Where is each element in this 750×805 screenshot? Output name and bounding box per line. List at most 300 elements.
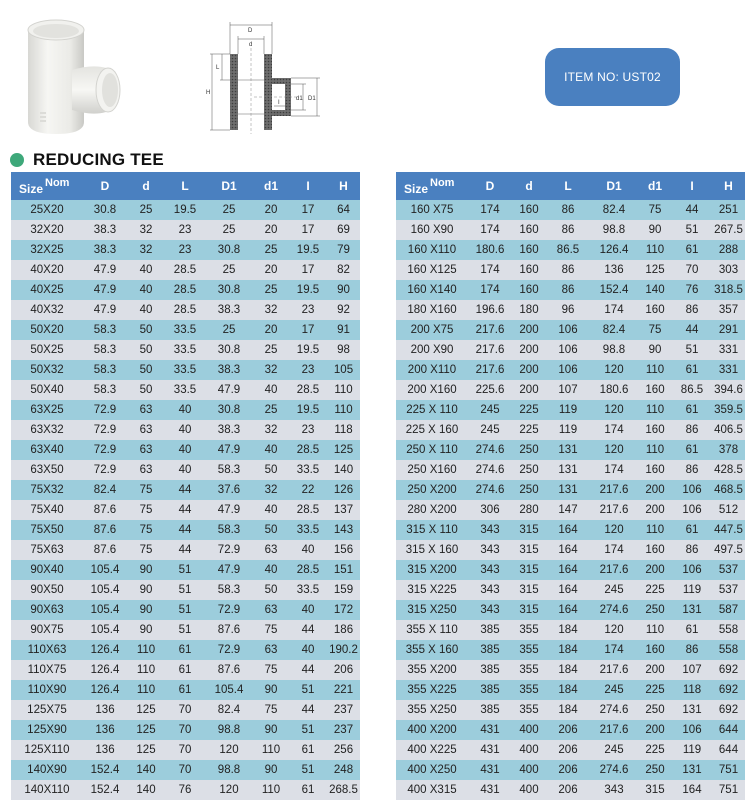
table-row: [396, 600, 745, 620]
cell-I: 86.5: [680, 384, 704, 396]
cell-I: 131: [682, 764, 702, 776]
cell-d: 315: [519, 564, 539, 576]
cell-d: 50: [139, 324, 153, 336]
table-row: [396, 400, 745, 420]
cell-D1: 25: [222, 324, 236, 336]
cell-I: 86: [685, 424, 699, 436]
cell-D1: 120: [604, 624, 624, 636]
cell-d1: 200: [645, 484, 665, 496]
cell-D: 72.9: [93, 404, 117, 416]
cell-L: 131: [558, 484, 578, 496]
cell-I: 51: [301, 684, 315, 696]
left-wall: [230, 54, 238, 130]
cell-L: 61: [178, 684, 192, 696]
dim-label-L: L: [216, 65, 220, 71]
cell-d1: 50: [264, 524, 278, 536]
cell-D: 136: [95, 744, 115, 756]
cell-size: 315 X 160: [405, 544, 459, 556]
cell-L: 51: [178, 564, 192, 576]
cell-D: 58.3: [93, 384, 117, 396]
table-row: [396, 460, 745, 480]
cell-D: 174: [480, 284, 500, 296]
cell-I: 61: [685, 244, 699, 256]
table-row: [396, 700, 745, 720]
cell-D: 217.6: [475, 344, 505, 356]
cell-size: 140X110: [24, 784, 70, 796]
cell-L: 184: [558, 644, 578, 656]
cell-D: 58.3: [93, 344, 117, 356]
cell-d: 315: [519, 584, 539, 596]
cell-d1: 75: [648, 324, 662, 336]
cell-L: 23: [178, 224, 192, 236]
cell-size: 200 X90: [410, 344, 454, 356]
cell-size: 75X32: [30, 484, 64, 496]
cell-size: 250 X160: [407, 464, 457, 476]
cell-D1: 126.4: [599, 244, 629, 256]
cell-d: 125: [136, 744, 156, 756]
col-header-L: L: [564, 179, 572, 193]
cell-D: 245: [480, 404, 500, 416]
cell-size: 160 X125: [407, 264, 457, 276]
cell-I: 76: [685, 284, 699, 296]
cell-L: 40: [178, 464, 192, 476]
cell-d1: 40: [264, 504, 278, 516]
cell-d: 110: [136, 684, 156, 696]
col-header-d: d: [142, 179, 150, 193]
cell-H: 248: [333, 764, 354, 776]
cell-d: 110: [136, 644, 156, 656]
cell-H: 267.5: [714, 224, 743, 236]
cell-D1: 47.9: [217, 384, 241, 396]
cell-L: 70: [178, 764, 192, 776]
cell-D1: 38.3: [217, 424, 241, 436]
cell-I: 28.5: [296, 444, 320, 456]
cell-D: 136: [95, 724, 115, 736]
cell-d: 32: [139, 244, 153, 256]
cell-H: 288: [718, 244, 739, 256]
cell-d1: 90: [648, 224, 662, 236]
cell-D: 274.6: [475, 484, 505, 496]
cell-d: 75: [139, 524, 153, 536]
table-row: [11, 260, 360, 280]
cell-d: 32: [139, 224, 153, 236]
cell-size: 160 X140: [407, 284, 457, 296]
cell-I: 28.5: [296, 384, 320, 396]
cell-size: 40X20: [30, 264, 64, 276]
cell-H: 156: [333, 544, 354, 556]
cell-D: 82.4: [93, 484, 117, 496]
table-row: [11, 760, 360, 780]
cell-size: 315 X200: [407, 564, 457, 576]
cell-d: 200: [519, 324, 539, 336]
cell-D: 152.4: [90, 764, 120, 776]
cell-H: 110: [334, 384, 353, 396]
cell-D1: 58.3: [217, 584, 241, 596]
cell-d: 250: [519, 444, 539, 456]
cell-D: 217.6: [475, 364, 505, 376]
cell-I: 131: [682, 604, 702, 616]
cell-size: 355 X200: [407, 664, 457, 676]
cell-D: 30.8: [93, 204, 117, 216]
cell-d: 110: [136, 664, 156, 676]
cell-I: 61: [685, 444, 699, 456]
cell-L: 40: [178, 444, 192, 456]
cell-D: 225.6: [475, 384, 505, 396]
table-row: [11, 240, 360, 260]
cell-D1: 174: [604, 304, 624, 316]
table-row: [396, 220, 745, 240]
cell-d: 315: [519, 604, 539, 616]
cell-L: 61: [178, 644, 192, 656]
cell-d: 63: [139, 464, 153, 476]
cell-d1: 110: [645, 524, 665, 536]
cell-D: 87.6: [93, 504, 117, 516]
cell-d1: 160: [645, 424, 665, 436]
table-row: [11, 780, 360, 800]
col-header-D: D: [485, 179, 495, 193]
cell-size: 50X32: [30, 364, 64, 376]
cell-D: 274.6: [475, 444, 505, 456]
cell-d1: 40: [264, 384, 278, 396]
table-row: [11, 200, 360, 220]
table-row: [11, 520, 360, 540]
cell-I: 51: [685, 224, 699, 236]
cell-D: 174: [480, 204, 500, 216]
cell-D: 385: [480, 684, 500, 696]
table-row: [11, 540, 360, 560]
cell-L: 106: [558, 364, 578, 376]
cell-H: 256: [333, 744, 354, 756]
table-row: [396, 580, 745, 600]
cell-D1: 30.8: [217, 244, 241, 256]
table-row: [396, 480, 745, 500]
cell-size: 250 X 110: [406, 444, 458, 456]
table-row: [11, 680, 360, 700]
cell-D1: 47.9: [217, 564, 241, 576]
cell-L: 119: [558, 404, 578, 416]
cell-d1: 63: [264, 604, 278, 616]
cell-D1: 72.9: [217, 644, 241, 656]
cell-L: 44: [178, 484, 192, 496]
cell-D: 87.6: [93, 524, 117, 536]
cell-H: 692: [718, 704, 739, 716]
cell-L: 51: [178, 584, 192, 596]
cell-L: 33.5: [173, 324, 197, 336]
cell-d: 90: [139, 564, 153, 576]
cell-D: 196.6: [475, 304, 505, 316]
cell-I: 19.5: [296, 244, 320, 256]
cell-L: 184: [558, 624, 578, 636]
cell-d1: 32: [264, 304, 278, 316]
cell-I: 19.5: [296, 284, 320, 296]
cell-I: 131: [682, 704, 702, 716]
cell-size: 75X40: [30, 504, 64, 516]
cell-I: 19.5: [296, 404, 320, 416]
table-row: [11, 340, 360, 360]
cell-I: 40: [301, 604, 315, 616]
cell-D1: 82.4: [602, 204, 626, 216]
cell-D: 343: [480, 604, 500, 616]
cell-H: 692: [718, 684, 739, 696]
cell-H: 331: [718, 364, 739, 376]
cell-H: 79: [337, 244, 350, 256]
cell-H: 91: [337, 324, 350, 336]
col-header-L: L: [181, 179, 189, 193]
cell-D1: 72.9: [217, 604, 241, 616]
cell-L: 164: [558, 544, 578, 556]
cell-d: 90: [139, 604, 153, 616]
cell-d: 280: [519, 504, 539, 516]
cell-H: 143: [333, 524, 354, 536]
cell-D1: 25: [222, 224, 236, 236]
cell-H: 105: [333, 364, 354, 376]
cell-D: 174: [480, 264, 500, 276]
table-row: [396, 520, 745, 540]
cell-L: 33.5: [173, 364, 197, 376]
cell-D1: 274.6: [599, 604, 629, 616]
cell-D1: 217.6: [599, 664, 629, 676]
cell-L: 206: [558, 784, 578, 796]
cell-H: 331: [718, 344, 739, 356]
cell-L: 119: [558, 424, 578, 436]
cell-size: 200 X160: [407, 384, 457, 396]
cell-d: 40: [139, 284, 153, 296]
table-row: [396, 240, 745, 260]
cell-D: 105.4: [90, 604, 120, 616]
cell-d1: 25: [264, 284, 278, 296]
cell-L: 40: [178, 404, 192, 416]
cell-H: 110: [334, 404, 353, 416]
table-row: [11, 280, 360, 300]
cell-L: 184: [558, 664, 578, 676]
cell-I: 86: [685, 304, 699, 316]
cell-H: 537: [718, 564, 739, 576]
branch-top-wall: [272, 78, 291, 84]
cell-H: 751: [718, 764, 739, 776]
col-header-d: d: [525, 179, 533, 193]
reducing-tee-photo: [22, 12, 130, 136]
cell-H: 378: [718, 444, 739, 456]
cell-D1: 98.8: [217, 764, 241, 776]
col-header-D1: D1: [606, 179, 622, 193]
cell-L: 23: [178, 244, 192, 256]
branch-bottom-wall: [272, 110, 291, 116]
cell-D1: 82.4: [217, 704, 241, 716]
cell-d1: 200: [645, 564, 665, 576]
dim-label-D1: D1: [308, 96, 316, 102]
cell-I: 51: [301, 724, 315, 736]
cell-L: 44: [178, 524, 192, 536]
cell-size: 315 X 110: [406, 524, 458, 536]
cell-size: 63X40: [30, 444, 64, 456]
cell-d1: 315: [645, 784, 665, 796]
table-row: [11, 360, 360, 380]
cell-d1: 75: [264, 704, 278, 716]
cell-H: 172: [333, 604, 354, 616]
cell-D1: 174: [604, 464, 624, 476]
cell-size: 50X40: [30, 384, 64, 396]
cell-D1: 25: [222, 264, 236, 276]
table-row: [11, 460, 360, 480]
cell-D1: 30.8: [217, 404, 241, 416]
cell-D1: 98.8: [602, 344, 626, 356]
cell-D: 306: [480, 504, 500, 516]
cell-H: 151: [333, 564, 354, 576]
cell-d1: 63: [264, 544, 278, 556]
cell-I: 106: [682, 484, 702, 496]
cell-L: 164: [558, 584, 578, 596]
cell-I: 106: [682, 564, 702, 576]
cell-D: 38.3: [93, 224, 117, 236]
cell-d1: 20: [264, 264, 278, 276]
cell-d1: 90: [264, 764, 278, 776]
cell-D1: 58.3: [217, 524, 241, 536]
cell-L: 51: [178, 624, 192, 636]
cell-d1: 25: [264, 244, 278, 256]
cell-d: 75: [139, 544, 153, 556]
cell-d: 63: [139, 444, 153, 456]
cell-D1: 180.6: [599, 384, 629, 396]
table-row: [396, 680, 745, 700]
cell-I: 51: [685, 344, 699, 356]
cell-size: 90X40: [30, 564, 64, 576]
table-row: [11, 500, 360, 520]
cell-L: 61: [178, 664, 192, 676]
cell-L: 164: [558, 524, 578, 536]
table-row: [396, 320, 745, 340]
cell-d: 400: [519, 744, 539, 756]
cell-L: 70: [178, 704, 192, 716]
cell-L: 28.5: [173, 264, 197, 276]
col-header-I: I: [306, 179, 310, 193]
section-title: [10, 149, 164, 171]
cell-I: 86: [685, 544, 699, 556]
table-row: [396, 340, 745, 360]
cell-d: 180: [519, 304, 539, 316]
cell-D1: 120: [604, 524, 624, 536]
cell-I: 23: [301, 424, 315, 436]
cell-d: 160: [519, 204, 539, 216]
cell-D1: 72.9: [217, 544, 241, 556]
cell-size: 50X25: [30, 344, 64, 356]
cell-d1: 110: [261, 744, 281, 756]
cell-size: 400 X315: [407, 784, 457, 796]
cell-d: 50: [139, 364, 153, 376]
table-row: [11, 700, 360, 720]
cell-D1: 82.4: [602, 324, 626, 336]
cell-D1: 120: [604, 444, 624, 456]
table-row: [11, 320, 360, 340]
cell-I: 61: [685, 364, 699, 376]
cell-size: 75X63: [30, 544, 64, 556]
cell-L: 184: [558, 704, 578, 716]
cell-I: 23: [301, 364, 315, 376]
cell-L: 28.5: [173, 304, 197, 316]
cell-H: 159: [333, 584, 354, 596]
cell-size: 180 X160: [407, 304, 457, 316]
cell-H: 587: [718, 604, 739, 616]
cell-size: 90X75: [30, 624, 64, 636]
cell-d1: 32: [264, 364, 278, 376]
cell-D: 105.4: [90, 564, 120, 576]
cell-d: 63: [139, 404, 153, 416]
cell-D: 126.4: [90, 664, 120, 676]
table-row: [396, 300, 745, 320]
cell-L: 106: [558, 344, 578, 356]
cell-d: 225: [519, 424, 539, 436]
cell-d1: 90: [264, 684, 278, 696]
cell-d: 355: [519, 664, 539, 676]
cell-D: 180.6: [475, 244, 505, 256]
cell-I: 33.5: [296, 524, 320, 536]
cell-D: 343: [480, 564, 500, 576]
cell-d1: 50: [264, 584, 278, 596]
cell-D1: 120: [219, 784, 239, 796]
col-header-size: Size Nom: [19, 177, 70, 196]
cell-I: 44: [301, 624, 315, 636]
cell-D: 72.9: [93, 444, 117, 456]
cell-D: 72.9: [93, 464, 117, 476]
cell-d: 40: [139, 264, 153, 276]
cell-I: 51: [301, 764, 315, 776]
cell-H: 69: [337, 224, 350, 236]
cell-D: 47.9: [93, 284, 117, 296]
table-row: [11, 660, 360, 680]
cell-D1: 274.6: [599, 704, 629, 716]
cell-L: 206: [558, 764, 578, 776]
cell-size: 280 X200: [407, 504, 457, 516]
cell-H: 98: [337, 344, 350, 356]
cell-L: 86: [561, 284, 575, 296]
cell-size: 25X20: [30, 204, 64, 216]
cell-H: 291: [718, 324, 739, 336]
cell-I: 70: [685, 264, 699, 276]
table-body-right: [396, 200, 745, 800]
cell-D: 72.9: [93, 424, 117, 436]
cell-d: 63: [139, 424, 153, 436]
cell-d: 250: [519, 484, 539, 496]
cell-D: 136: [95, 704, 115, 716]
cell-H: 92: [337, 304, 350, 316]
cell-D: 385: [480, 644, 500, 656]
cell-D: 152.4: [90, 784, 120, 796]
cell-L: 131: [558, 444, 578, 456]
cell-d: 25: [139, 204, 153, 216]
cell-H: 237: [333, 724, 354, 736]
right-wall: [264, 54, 272, 130]
cell-size: 160 X110: [407, 244, 457, 256]
cell-H: 82: [337, 264, 350, 276]
cell-D: 274.6: [475, 464, 505, 476]
cell-D1: 217.6: [599, 484, 629, 496]
cell-D1: 343: [604, 784, 624, 796]
section-title-text: REDUCING TEE: [33, 150, 164, 169]
cell-D: 126.4: [90, 644, 120, 656]
table-row: [396, 760, 745, 780]
cell-I: 28.5: [296, 504, 320, 516]
cell-d1: 75: [264, 664, 278, 676]
cell-I: 44: [301, 664, 315, 676]
cell-d: 355: [519, 704, 539, 716]
cell-H: 140: [333, 464, 354, 476]
table-row: [11, 300, 360, 320]
table-row: [396, 740, 745, 760]
table-row: [396, 200, 745, 220]
cell-d: 160: [519, 224, 539, 236]
cell-d1: 110: [645, 624, 665, 636]
col-header-D: D: [100, 179, 110, 193]
cell-D1: 37.6: [217, 484, 241, 496]
